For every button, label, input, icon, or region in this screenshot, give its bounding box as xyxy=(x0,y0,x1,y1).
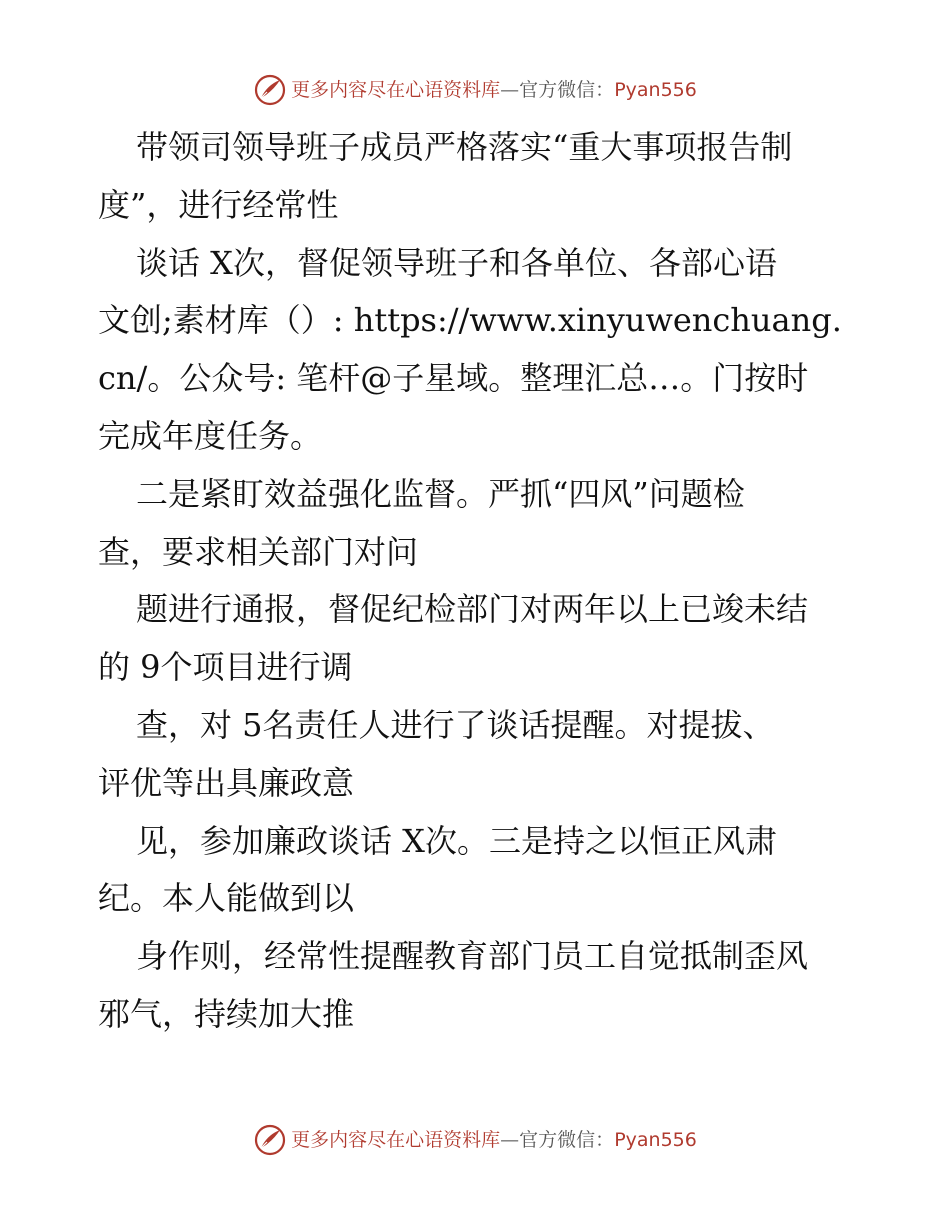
body-line: 邪气，持续加大推 xyxy=(98,994,355,1033)
body-line: 度”，进行经常性 xyxy=(98,185,339,224)
watermark-main-text: 更多内容尽在心语资料库 xyxy=(291,1128,501,1151)
watermark-wechat-id: Pyan556 xyxy=(614,78,697,101)
watermark-main-text: 更多内容尽在心语资料库 xyxy=(291,78,501,101)
quill-pen-logo-icon xyxy=(253,1123,287,1157)
body-line: 的 9个项目进行调 xyxy=(98,648,353,687)
body-line: 身作则，经常性提醒教育部门员工自觉抵制歪风 xyxy=(136,937,809,976)
body-line: 二是紧盯效益强化监督。严抓“四风”问题检 xyxy=(136,474,745,513)
quill-pen-logo-icon xyxy=(253,73,287,107)
watermark-dash: — xyxy=(500,78,520,101)
document-body xyxy=(98,119,858,1044)
body-line: 完成年度任务。 xyxy=(98,416,323,455)
body-line: 评优等出具廉政意 xyxy=(98,763,355,802)
body-line: cn/。公众号: 笔杆@子星域。整理汇总…。门按时 xyxy=(98,359,809,398)
body-line: 纪。本人能做到以 xyxy=(98,879,355,918)
watermark-wechat-id: Pyan556 xyxy=(614,1128,697,1151)
watermark-dash: — xyxy=(500,1128,520,1151)
body-line: 查，对 5名责任人进行了谈话提醒。对提拔、 xyxy=(136,705,775,744)
body-line: 查，要求相关部门对问 xyxy=(98,532,419,571)
body-line: 题进行通报，督促纪检部门对两年以上已竣未结 xyxy=(136,590,809,629)
header-watermark xyxy=(0,70,950,110)
body-line: 带领司领导班子成员严格落实“重大事项报告制 xyxy=(136,128,793,166)
body-line: 见，参加廉政谈话 X次。三是持之以恒正风肃 xyxy=(136,821,777,860)
body-line: 谈话 X次，督促领导班子和各单位、各部心语 xyxy=(136,243,777,282)
body-line: 文创;素材库（）: https://www.xinyuwenchuang. xyxy=(98,301,842,340)
watermark-sub-text: 官方微信： xyxy=(519,1128,615,1151)
footer-watermark xyxy=(0,1120,950,1160)
watermark-sub-text: 官方微信： xyxy=(519,78,615,101)
